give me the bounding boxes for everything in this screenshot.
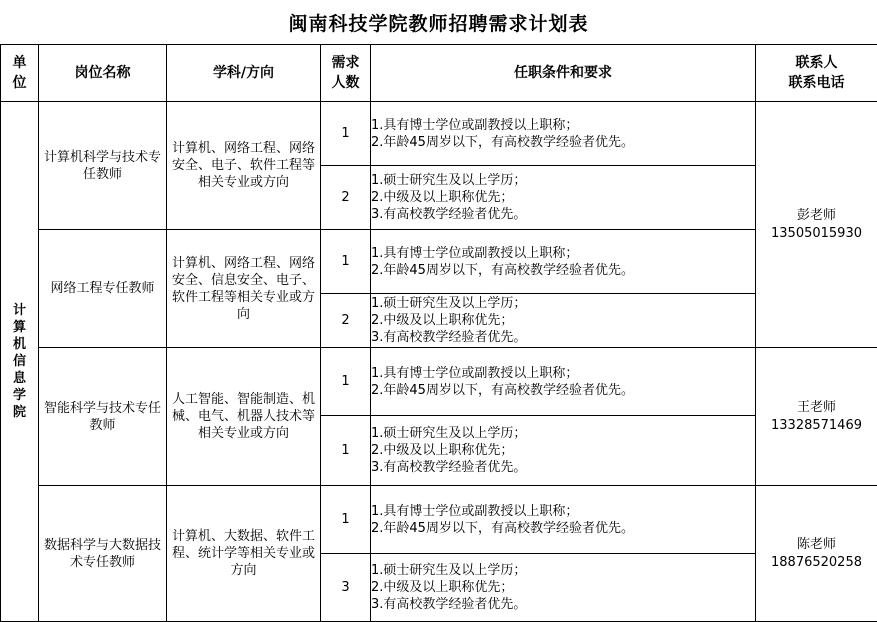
contact-cell: 王老师 13328571469: [756, 348, 877, 486]
subject-cell: 计算机、大数据、软件工程、统计学等相关专业或方向: [167, 486, 321, 622]
position-cell: 计算机科学与技术专任教师: [39, 102, 167, 230]
header-position: 岗位名称: [39, 45, 167, 102]
header-contact: 联系人 联系电话: [756, 45, 877, 102]
subject-cell: 计算机、网络工程、网络安全、电子、软件工程等相关专业或方向: [167, 102, 321, 230]
contact-cell: 彭老师 13505015930: [756, 102, 877, 348]
table-row: [1, 102, 877, 166]
requirements-cell: 1.具有博士学位或副教授以上职称； 2.年龄45周岁以下，有高校教学经验者优先。: [371, 486, 756, 554]
count-cell: 1: [321, 102, 371, 166]
requirements-cell: 1.具有博士学位或副教授以上职称； 2.年龄45周岁以下，有高校教学经验者优先。: [371, 230, 756, 294]
requirements-cell: 1.硕士研究生及以上学历； 2.中级及以上职称优先； 3.有高校教学经验者优先。: [371, 294, 756, 348]
requirements-cell: 1.具有博士学位或副教授以上职称； 2.年龄45周岁以下，有高校教学经验者优先。: [371, 102, 756, 166]
count-cell: 1: [321, 416, 371, 486]
requirements-cell: 1.具有博士学位或副教授以上职称； 2.年龄45周岁以下，有高校教学经验者优先。: [371, 348, 756, 416]
header-row: [1, 45, 877, 102]
header-requirements: 任职条件和要求: [371, 45, 756, 102]
requirements-cell: 1.硕士研究生及以上学历； 2.中级及以上职称优先； 3.有高校教学经验者优先。: [371, 554, 756, 622]
position-cell: 智能科学与技术专任教师: [39, 348, 167, 486]
header-count: 需求 人数: [321, 45, 371, 102]
count-cell: 1: [321, 348, 371, 416]
count-cell: 1: [321, 486, 371, 554]
subject-cell: 人工智能、智能制造、机械、电气、机器人技术等相关专业或方向: [167, 348, 321, 486]
requirements-cell: 1.硕士研究生及以上学历； 2.中级及以上职称优先； 3.有高校教学经验者优先。: [371, 416, 756, 486]
count-cell: 2: [321, 166, 371, 230]
count-cell: 3: [321, 554, 371, 622]
unit-cell: 计算机信息学院: [1, 102, 39, 622]
header-unit: 单 位: [1, 45, 39, 102]
count-cell: 1: [321, 230, 371, 294]
table-row: [1, 348, 877, 416]
position-cell: 数据科学与大数据技术专任教师: [39, 486, 167, 622]
page-title: 闽南科技学院教师招聘需求计划表: [288, 12, 589, 35]
table-row: [1, 486, 877, 554]
requirements-cell: 1.硕士研究生及以上学历； 2.中级及以上职称优先； 3.有高校教学经验者优先。: [371, 166, 756, 230]
contact-cell: 陈老师 18876520258: [756, 486, 877, 622]
subject-cell: 计算机、网络工程、网络安全、信息安全、电子、软件工程等相关专业或方向: [167, 230, 321, 348]
header-subject: 学科/方向: [167, 45, 321, 102]
count-cell: 2: [321, 294, 371, 348]
position-cell: 网络工程专任教师: [39, 230, 167, 348]
recruitment-table: [0, 44, 877, 622]
table-row: [1, 230, 877, 294]
